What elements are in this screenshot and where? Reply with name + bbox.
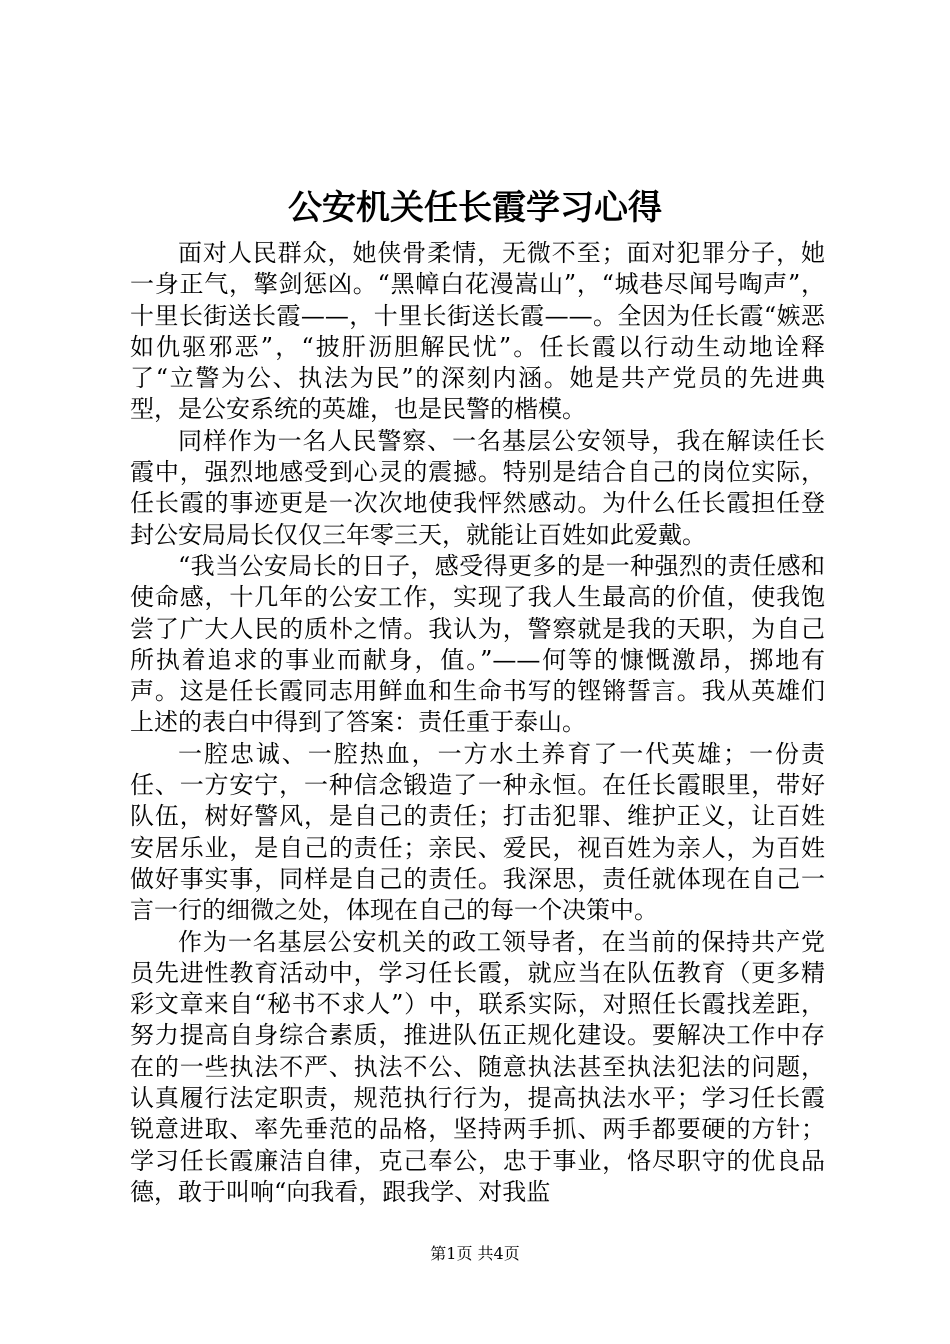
paragraph: 作为一名基层公安机关的政工领导者，在当前的保持共产党员先进性教育活动中，学习任长霞，就应当在队伍教育（更多精彩文章来自“秘书不求人”）中，联系实际，对照任长霞找差距，努力提高自身综合素质，推进队伍正规化建设。要解决工作中存在的一些执法不严、执法不公、随意执法甚至执法犯法的问题，认真履行法定职责，规范执行行为，提高执法水平；学习任长霞锐意进取、率先垂范的品格，坚持两手抓、两手都要硬的方针；学习任长霞廉洁自律，克己奉公，忠于事业，恪尽职守的优良品德，敢于叫响“向我看，跟我学、对我监 bbox=[130, 927, 825, 1206]
paragraph: “我当公安局长的日子，感受得更多的是一种强烈的责任感和使命感，十几年的公安工作，实现了我人生最高的价值，使我饱尝了广大人民的质朴之情。我认为，警察就是我的天职，为自己所执着追求的事业而献身，值。”——何等的慷慨激昂，掷地有声。这是任长霞同志用鲜血和生命书写的铿锵誓言。我从英雄们上述的表白中得到了答案：责任重于泰山。 bbox=[130, 551, 825, 737]
document-body bbox=[130, 238, 825, 1208]
paragraph: 一腔忠诚、一腔热血，一方水土养育了一代英雄；一份责任、一方安宁，一种信念锻造了一种永恒。在任长霞眼里，带好队伍，树好警风，是自己的责任；打击犯罪、维护正义，让百姓安居乐业，是自己的责任；亲民、爱民，视百姓为亲人，为百姓做好事实事，同样是自己的责任。我深思，责任就体现在自己一言一行的细微之处，体现在自己的每一个决策中。 bbox=[130, 739, 825, 925]
paragraph: 面对人民群众，她侠骨柔情，无微不至；面对犯罪分子，她一身正气，擎剑惩凶。“黑幛白花漫嵩山”，“城巷尽闻号啕声”，十里长街送长霞——，十里长街送长霞——。全因为任长霞“嫉恶如仇驱邪恶”，“披肝沥胆解民忧”。任长霞以行动生动地诠释了“立警为公、执法为民”的深刻内涵。她是共产党员的先进典型，是公安系统的英雄，也是民警的楷模。 bbox=[130, 239, 825, 424]
page-number-footer: 第1页 共4页 bbox=[430, 1244, 520, 1263]
document-title: 公安机关任长霞学习心得 bbox=[288, 188, 662, 228]
paragraph: 同样作为一名人民警察、一名基层公安领导，我在解读任长霞中，强烈地感受到心灵的震撼。特别是结合自己的岗位实际，任长霞的事迹更是一次次地使我怦然感动。为什么任长霞担任登封公安局局长仅仅三年零三天，就能让百姓如此爱戴。 bbox=[130, 426, 825, 549]
